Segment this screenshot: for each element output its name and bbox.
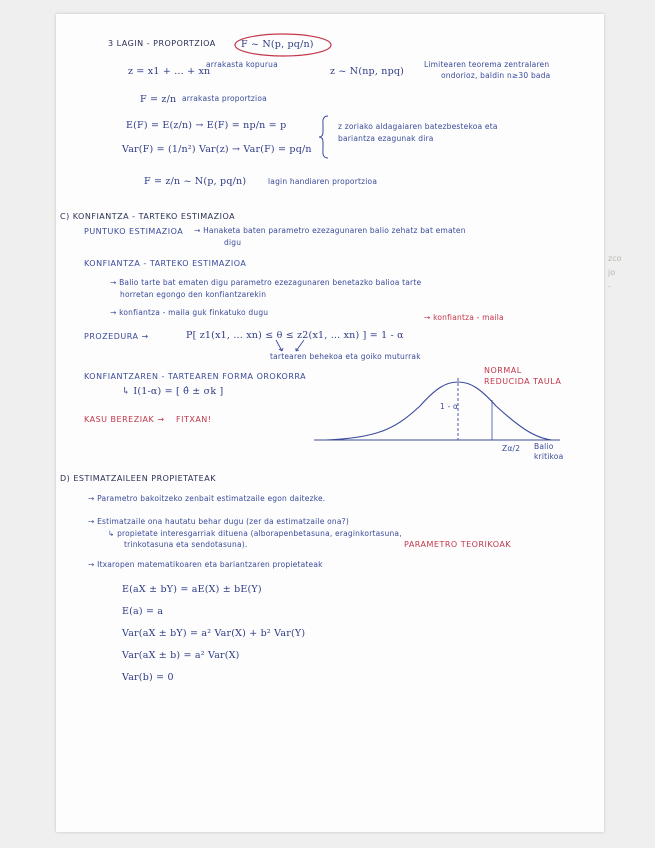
approx-note: lagin handiaren proportzioa bbox=[268, 177, 378, 186]
f-definition: F = z/n bbox=[140, 94, 177, 105]
interval-bullet-1-line-2: horretan egongo den konfiantzarekin bbox=[120, 290, 267, 299]
properties-bullet-2-sub-2: trinkotasuna eta sendotasuna). bbox=[124, 540, 248, 549]
notebook-page bbox=[56, 14, 604, 832]
point-estimation-text-2: digu bbox=[224, 238, 242, 247]
highlight-ellipse bbox=[232, 31, 334, 59]
procedure-label: PROZEDURA → bbox=[84, 332, 149, 341]
interval-bullet-1-line-1: → Balio tarte bat ematen digu parametro ezezagunaren benetazko balioa tarte bbox=[110, 278, 422, 287]
boxed-distribution: F ~ N(p, pq/n) bbox=[241, 39, 314, 50]
curve-center-label: 1 - α bbox=[440, 402, 459, 411]
expectation-formula: E(F) = E(z/n) → E(F) = np/n = p bbox=[126, 120, 287, 131]
special-cases-label: KASU BEREZIAK → bbox=[84, 415, 165, 424]
section-title-proportion: 3 LAGIN - PROPORTZIOA bbox=[108, 39, 216, 48]
z-dist-note-line-2: ondorioz, baldin n≥30 bada bbox=[441, 71, 551, 80]
variance-formula: Var(F) = (1/n²) Var(z) → Var(F) = pq/n bbox=[122, 144, 312, 155]
edge-mark-3: - bbox=[608, 282, 611, 291]
z-sum-note: arrakasta kopurua bbox=[206, 60, 278, 69]
procedure-note-confidence: → konfiantza - maila bbox=[424, 313, 504, 322]
point-estimation-text-1: → Hanaketa baten parametro ezezagunaren balio zehatz bat ematen bbox=[194, 226, 466, 235]
property-expectation-constant: E(a) = a bbox=[122, 606, 164, 617]
properties-bullet-2-note: PARAMETRO TEORIKOAK bbox=[404, 540, 512, 549]
general-form-formula: ↳ I(1-α) = [ θ̂ ± σk ] bbox=[122, 386, 224, 397]
curve-critical-note-2: kritikoa bbox=[534, 452, 564, 461]
general-form-label: KONFIANTZAREN - TARTEAREN FORMA OROKORRA bbox=[84, 372, 307, 381]
properties-bullet-2: → Estimatzaile ona hautatu behar dugu (zer da estimatzaile ona?) bbox=[88, 517, 349, 526]
properties-bullet-1: → Parametro bakoitzeko zenbait estimatzaile egon daitezke. bbox=[88, 494, 326, 503]
edge-mark-2: jo bbox=[608, 268, 616, 277]
z-dist-note-line-1: Limitearen teorema zentralaren bbox=[424, 60, 550, 69]
curve-label-line-1: NORMAL bbox=[484, 366, 522, 375]
brace-note-line-2: bariantza ezagunak dira bbox=[338, 134, 434, 143]
z-distribution: z ~ N(np, npq) bbox=[330, 66, 405, 77]
f-definition-note: arrakasta proportzioa bbox=[182, 94, 267, 103]
point-estimation-label: PUNTUKO ESTIMAZIOA bbox=[84, 227, 184, 236]
curly-brace bbox=[318, 114, 330, 160]
properties-bullet-2-sub-1: ↳ propietate interesgarriak dituena (alborapenbetasuna, eraginkortasuna, bbox=[108, 529, 402, 538]
property-expectation-linear: E(aX ± bY) = aE(X) ± bE(Y) bbox=[122, 584, 262, 595]
interval-bullet-2: → konfiantza - maila guk finkatuko dugu bbox=[110, 308, 269, 317]
properties-bullet-3: → Itxaropen matematikoaren eta bariantzaren propietateak bbox=[88, 560, 323, 569]
property-variance-shift: Var(aX ± b) = a² Var(X) bbox=[122, 650, 240, 661]
edge-mark-1: zco bbox=[608, 254, 622, 263]
property-variance-constant: Var(b) = 0 bbox=[122, 672, 174, 683]
section-title-properties: D) ESTIMATZAILEEN PROPIETATEAK bbox=[60, 474, 216, 483]
section-title-interval: C) KONFIANTZA - TARTEKO ESTIMAZIOA bbox=[60, 212, 236, 221]
property-variance-linear: Var(aX ± bY) = a² Var(X) + b² Var(Y) bbox=[122, 628, 306, 639]
approx-formula: F = z/n ~ N(p, pq/n) bbox=[144, 176, 247, 187]
curve-critical-note-1: Balio bbox=[534, 442, 554, 451]
procedure-formula: P[ z1(x1, ... xn) ≤ θ ≤ z2(x1, ... xn) ] = 1 - α bbox=[186, 330, 404, 341]
z-sum-formula: z = x1 + ... + xn bbox=[128, 66, 211, 77]
curve-critical-value: Zα/2 bbox=[502, 444, 521, 453]
interval-estimation-label: KONFIANTZA - TARTEKO ESTIMAZIOA bbox=[84, 259, 247, 268]
special-cases-value: FITXAN! bbox=[176, 415, 212, 424]
procedure-note-bounds: tartearen behekoa eta goiko muturrak bbox=[270, 352, 421, 361]
brace-note-line-1: z zoriako aldagaiaren batezbestekoa eta bbox=[338, 122, 498, 131]
curve-label-line-2: REDUCIDA TAULA bbox=[484, 377, 562, 386]
